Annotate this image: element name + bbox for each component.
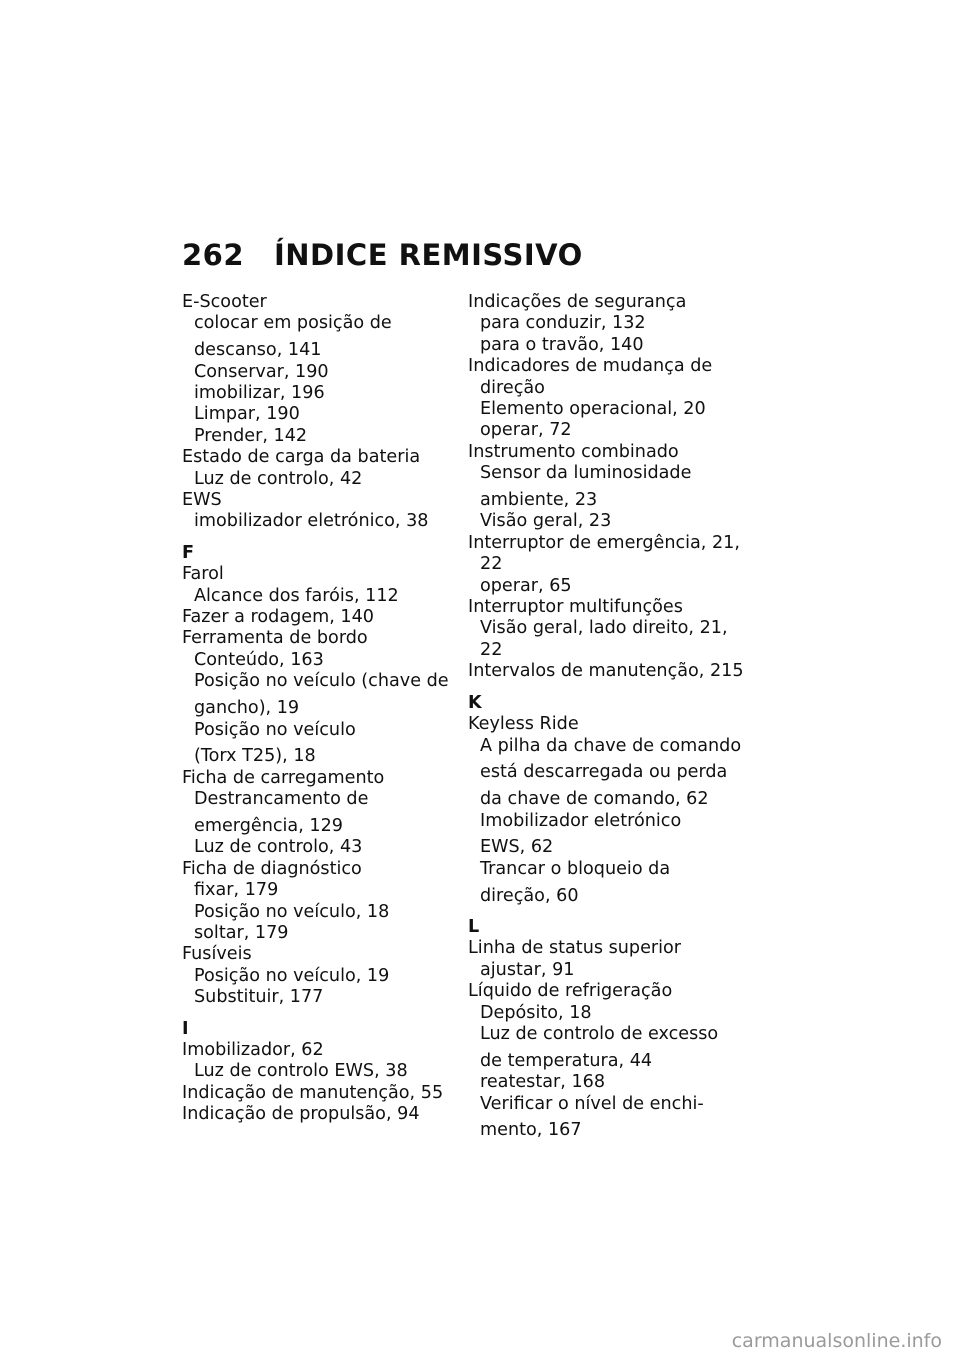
index-entry: Keyless Ride bbox=[468, 714, 579, 735]
index-section-letter: F bbox=[182, 542, 195, 563]
index-subentry: 22 bbox=[480, 639, 503, 660]
index-entry: Fazer a rodagem, 140 bbox=[182, 607, 375, 628]
index-subentry: direção, 60 bbox=[480, 885, 579, 906]
index-subentry: da chave de comando, 62 bbox=[480, 789, 709, 810]
index-subentry: Depósito, 18 bbox=[480, 1002, 592, 1023]
index-subentry: colocar em posição de bbox=[194, 313, 392, 334]
index-subentry: fixar, 179 bbox=[194, 880, 279, 901]
index-entry: Líquido de refrigeração bbox=[468, 981, 673, 1002]
index-subentry: Posição no veículo bbox=[194, 719, 356, 740]
index-section-letter: L bbox=[468, 916, 480, 937]
index-section-letter: K bbox=[468, 692, 482, 713]
index-entry: Farol bbox=[182, 564, 224, 585]
index-entry: Intervalos de manutenção, 215 bbox=[468, 661, 744, 682]
index-subentry: Conteúdo, 163 bbox=[194, 649, 324, 670]
index-subentry: Alcance dos faróis, 112 bbox=[194, 585, 399, 606]
index-subentry: ajustar, 91 bbox=[480, 959, 575, 980]
index-entry: Interruptor de emergência, 21, bbox=[468, 532, 740, 553]
index-subentry: (Torx T25), 18 bbox=[194, 746, 316, 767]
index-entry: Indicação de propulsão, 94 bbox=[182, 1104, 420, 1125]
index-entry: Indicações de segurança bbox=[468, 292, 687, 312]
index-entry: E-Scooter bbox=[182, 292, 267, 312]
page-number: 262 bbox=[182, 238, 245, 272]
index-entry: Estado de carga da bateria bbox=[182, 447, 421, 468]
index-subentry: Posição no veículo, 19 bbox=[194, 965, 390, 986]
index-entry: Indicação de manutenção, 55 bbox=[182, 1082, 444, 1103]
index-entry: Indicadores de mudança de bbox=[468, 356, 713, 377]
index-subentry: A pilha da chave de comando bbox=[480, 735, 742, 756]
index-column-right bbox=[468, 292, 744, 1142]
index-subentry: operar, 65 bbox=[480, 575, 572, 596]
index-subentry: Limpar, 190 bbox=[194, 404, 300, 425]
index-entry: Instrumento combinado bbox=[468, 441, 679, 462]
index-subentry: gancho), 19 bbox=[194, 698, 300, 719]
index-entry: Imobilizador, 62 bbox=[182, 1039, 324, 1060]
page-title: ÍNDICE REMISSIVO bbox=[274, 238, 583, 272]
index-subentry: Luz de controlo, 42 bbox=[194, 468, 363, 489]
index-entry: Ficha de diagnóstico bbox=[182, 858, 362, 879]
index-subentry: Elemento operacional, 20 bbox=[480, 399, 706, 420]
index-subentry: Visão geral, lado direito, 21, bbox=[480, 618, 728, 639]
index-subentry: Imobilizador eletrónico bbox=[480, 810, 682, 831]
index-subentry: de temperatura, 44 bbox=[480, 1050, 653, 1071]
index-subentry: mento, 167 bbox=[480, 1120, 582, 1141]
index-entry: Ficha de carregamento bbox=[182, 767, 385, 788]
index-subentry: emergência, 129 bbox=[194, 815, 343, 836]
index-section-letter: I bbox=[182, 1018, 189, 1039]
index-subentry: Trancar o bloqueio da bbox=[480, 858, 671, 879]
index-subentry: operar, 72 bbox=[480, 420, 572, 441]
index-subentry: ambiente, 23 bbox=[480, 490, 598, 511]
index-column-left bbox=[182, 292, 452, 1126]
index-subentry: Destrancamento de bbox=[194, 789, 369, 810]
index-entry: Fusíveis bbox=[182, 944, 252, 965]
index-subentry: Substituir, 177 bbox=[194, 987, 324, 1008]
index-subentry: para conduzir, 132 bbox=[480, 313, 646, 334]
index-subentry: 22 bbox=[480, 554, 503, 575]
index-subentry: imobilizar, 196 bbox=[194, 383, 325, 404]
index-subentry: Posição no veículo, 18 bbox=[194, 901, 390, 922]
index-subentry: Visão geral, 23 bbox=[480, 511, 612, 532]
index-subentry: imobilizador eletrónico, 38 bbox=[194, 511, 429, 532]
index-subentry: Conservar, 190 bbox=[194, 361, 329, 382]
index-subentry: Verificar o nível de enchi- bbox=[480, 1093, 704, 1114]
index-entry: Ferramenta de bordo bbox=[182, 628, 368, 649]
index-subentry: está descarregada ou perda bbox=[480, 762, 728, 783]
index-entry: Linha de status superior bbox=[468, 938, 682, 959]
index-entry: EWS bbox=[182, 490, 222, 511]
watermark: carmanualsonline.info bbox=[731, 1330, 942, 1352]
index-subentry: reatestar, 168 bbox=[480, 1072, 606, 1093]
page-header bbox=[182, 238, 583, 272]
index-subentry: para o travão, 140 bbox=[480, 334, 644, 355]
index-entry: Interruptor multifunções bbox=[468, 597, 683, 618]
index-subentry: Sensor da luminosidade bbox=[480, 463, 692, 484]
index-subentry: Prender, 142 bbox=[194, 425, 308, 446]
index-subentry: descanso, 141 bbox=[194, 340, 322, 361]
index-subentry: soltar, 179 bbox=[194, 922, 289, 943]
index-subentry: Luz de controlo EWS, 38 bbox=[194, 1061, 408, 1082]
index-subentry: direção bbox=[480, 377, 545, 398]
index-subentry: Luz de controlo de excesso bbox=[480, 1023, 719, 1044]
index-subentry: EWS, 62 bbox=[480, 837, 554, 858]
index-subentry: Posição no veículo (chave de bbox=[194, 671, 449, 692]
index-subentry: Luz de controlo, 43 bbox=[194, 837, 363, 858]
